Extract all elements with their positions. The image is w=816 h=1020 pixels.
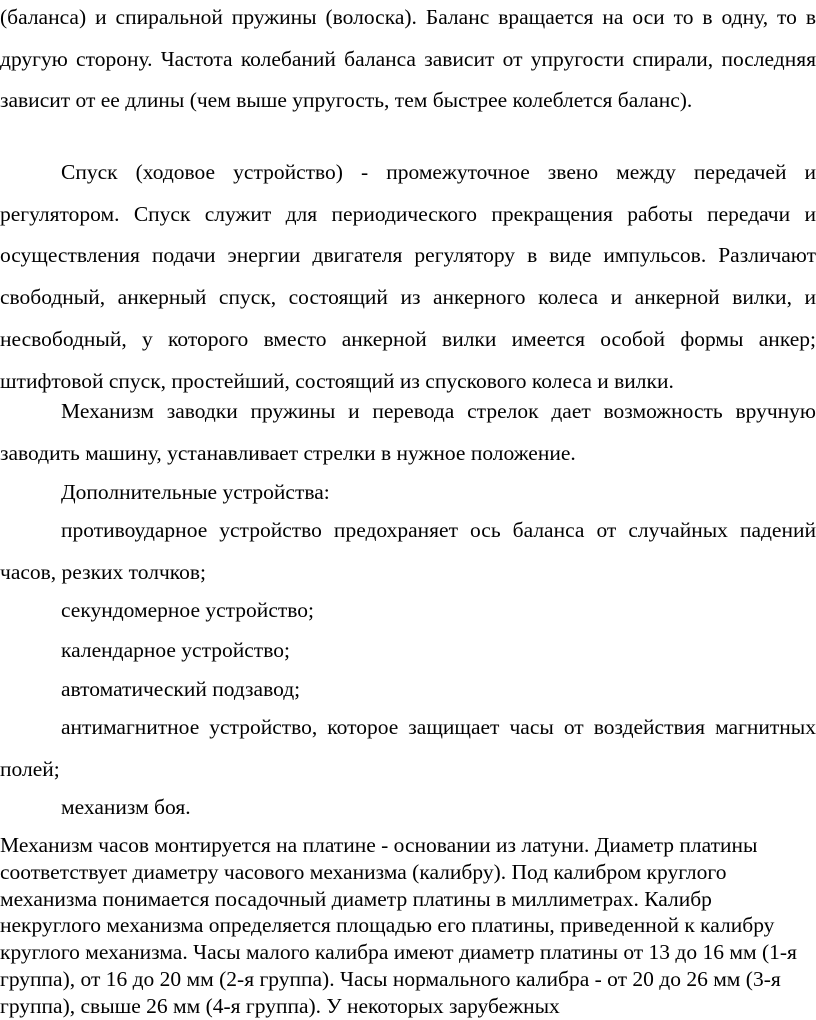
- list-item-stopwatch: секундомерное устройство;: [61, 598, 314, 622]
- list-item-antimagnetic: антимагнитное устройство, которое защищает часы от воздействия магнитных полей;: [0, 715, 816, 781]
- list-item-shockproof: противоударное устройство предохраняет ось баланса от случайных падений часов, резких толчков;: [0, 518, 816, 584]
- list-item-automatic-winding: автоматический подзавод;: [61, 677, 301, 701]
- list-item-striking: механизм боя.: [61, 795, 191, 819]
- paragraph-escapement: Спуск (ходовое устройство) - промежуточное звено между передачей и регулятором. Спуск служит для периодического прекращения работы передачи и осуществления подачи энергии двигателя регулятору в виде импульсов. Различают свободный, анкерный спуск, состоящий из анкерного колеса и анкерной вилки, и несвободный, у которого вместо анкерной вилки имеется особой формы анкер; штифтовой спуск, простейший, состоящий из спускового колеса и вилки.: [0, 160, 816, 393]
- paragraph-balance: (баланса) и спиральной пружины (волоска). Баланс вращается на оси то в одну, то в другую сторону. Частота колебаний баланса зависит от упругости спирали, последняя зависит от ее длины (чем выше упругость, тем быстрее колеблется баланс).: [0, 5, 816, 113]
- paragraph-winding: Механизм заводки пружины и перевода стрелок дает возможность вручную заводить машину, устанавливает стрелки в нужное положение.: [0, 399, 816, 465]
- paragraph-additional-devices: Дополнительные устройства:: [61, 480, 330, 504]
- list-item-calendar: календарное устройство;: [61, 638, 290, 662]
- paragraph-plate-caliber: Механизм часов монтируется на платине - основании из латуни. Диаметр платины соответствует диаметру часового механизма (калибру). Под калибром круглого механизма понимается посадочный диаметр платины в миллиметрах. Калибр некруглого механизма определяется площадью его платины, приведенной к калибру круглого механизма. Часы малого калибра имеют диаметр платины от 13 до 16 мм (1-я группа), от 16 до 20 мм (2-я группа). Часы нормального калибра - от 20 до 26 мм (3-я группа), свыше 26 мм (4-я группа). У некоторых зарубежных: [0, 833, 797, 1018]
